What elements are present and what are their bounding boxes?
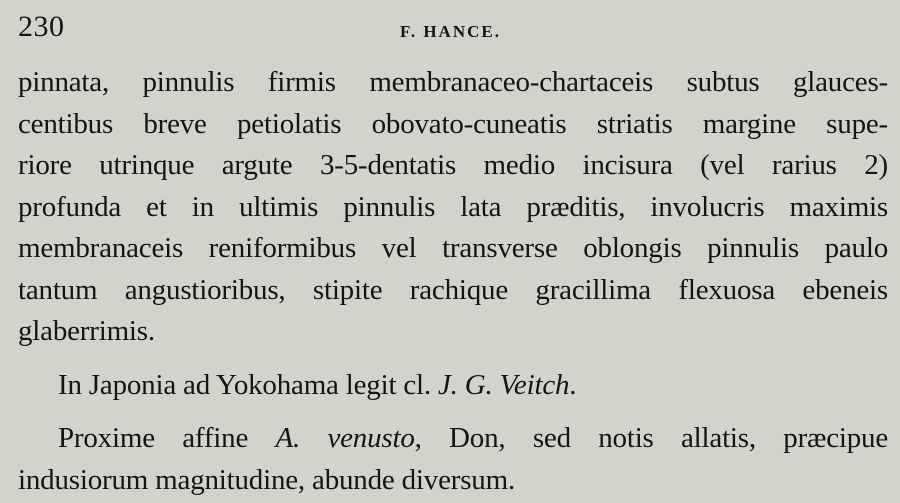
- page-header: [18, 10, 882, 50]
- text-line: glaberrimis.: [18, 315, 155, 347]
- body-text: [18, 62, 888, 501]
- text-line: indusiorum magnitudine, abunde diversum.: [18, 463, 516, 496]
- running-head: F. HANCE.: [400, 22, 501, 41]
- page-number: 230: [18, 10, 65, 43]
- text-line: pinnata, pinnulis firmis membranaceo-chartaceis subtus glauces-: [18, 66, 888, 98]
- description-paragraph: [18, 62, 888, 353]
- text-line: centibus breve petiolatis obovato-cuneatis striatis margine supe-: [18, 107, 888, 140]
- locality-paragraph: [18, 365, 888, 407]
- affinity-paragraph: [18, 418, 888, 501]
- species-name: A. venusto: [275, 422, 415, 454]
- text-line: membranaceis reniformibus vel transverse oblongis pinnulis paulo: [18, 232, 888, 264]
- affinity-text: Proxime affine: [58, 422, 249, 454]
- text-line: tantum angustioribus, stipite rachique gracillima flexuosa ebeneis: [18, 273, 888, 306]
- affinity-text-cont: , Don, sed notis allatis, præcipue: [414, 422, 888, 454]
- collector-name: J. G. Veitch: [438, 368, 570, 401]
- text-line: riore utrinque argute 3-5-dentatis medio incisura (vel rarius 2): [18, 149, 888, 181]
- text-line: profunda et in ultimis pinnulis lata præditis, involucris maximis: [18, 190, 888, 223]
- locality-text: In Japonia ad Yokohama legit cl.: [58, 368, 431, 401]
- locality-end: .: [569, 368, 577, 401]
- text-line: [18, 418, 888, 460]
